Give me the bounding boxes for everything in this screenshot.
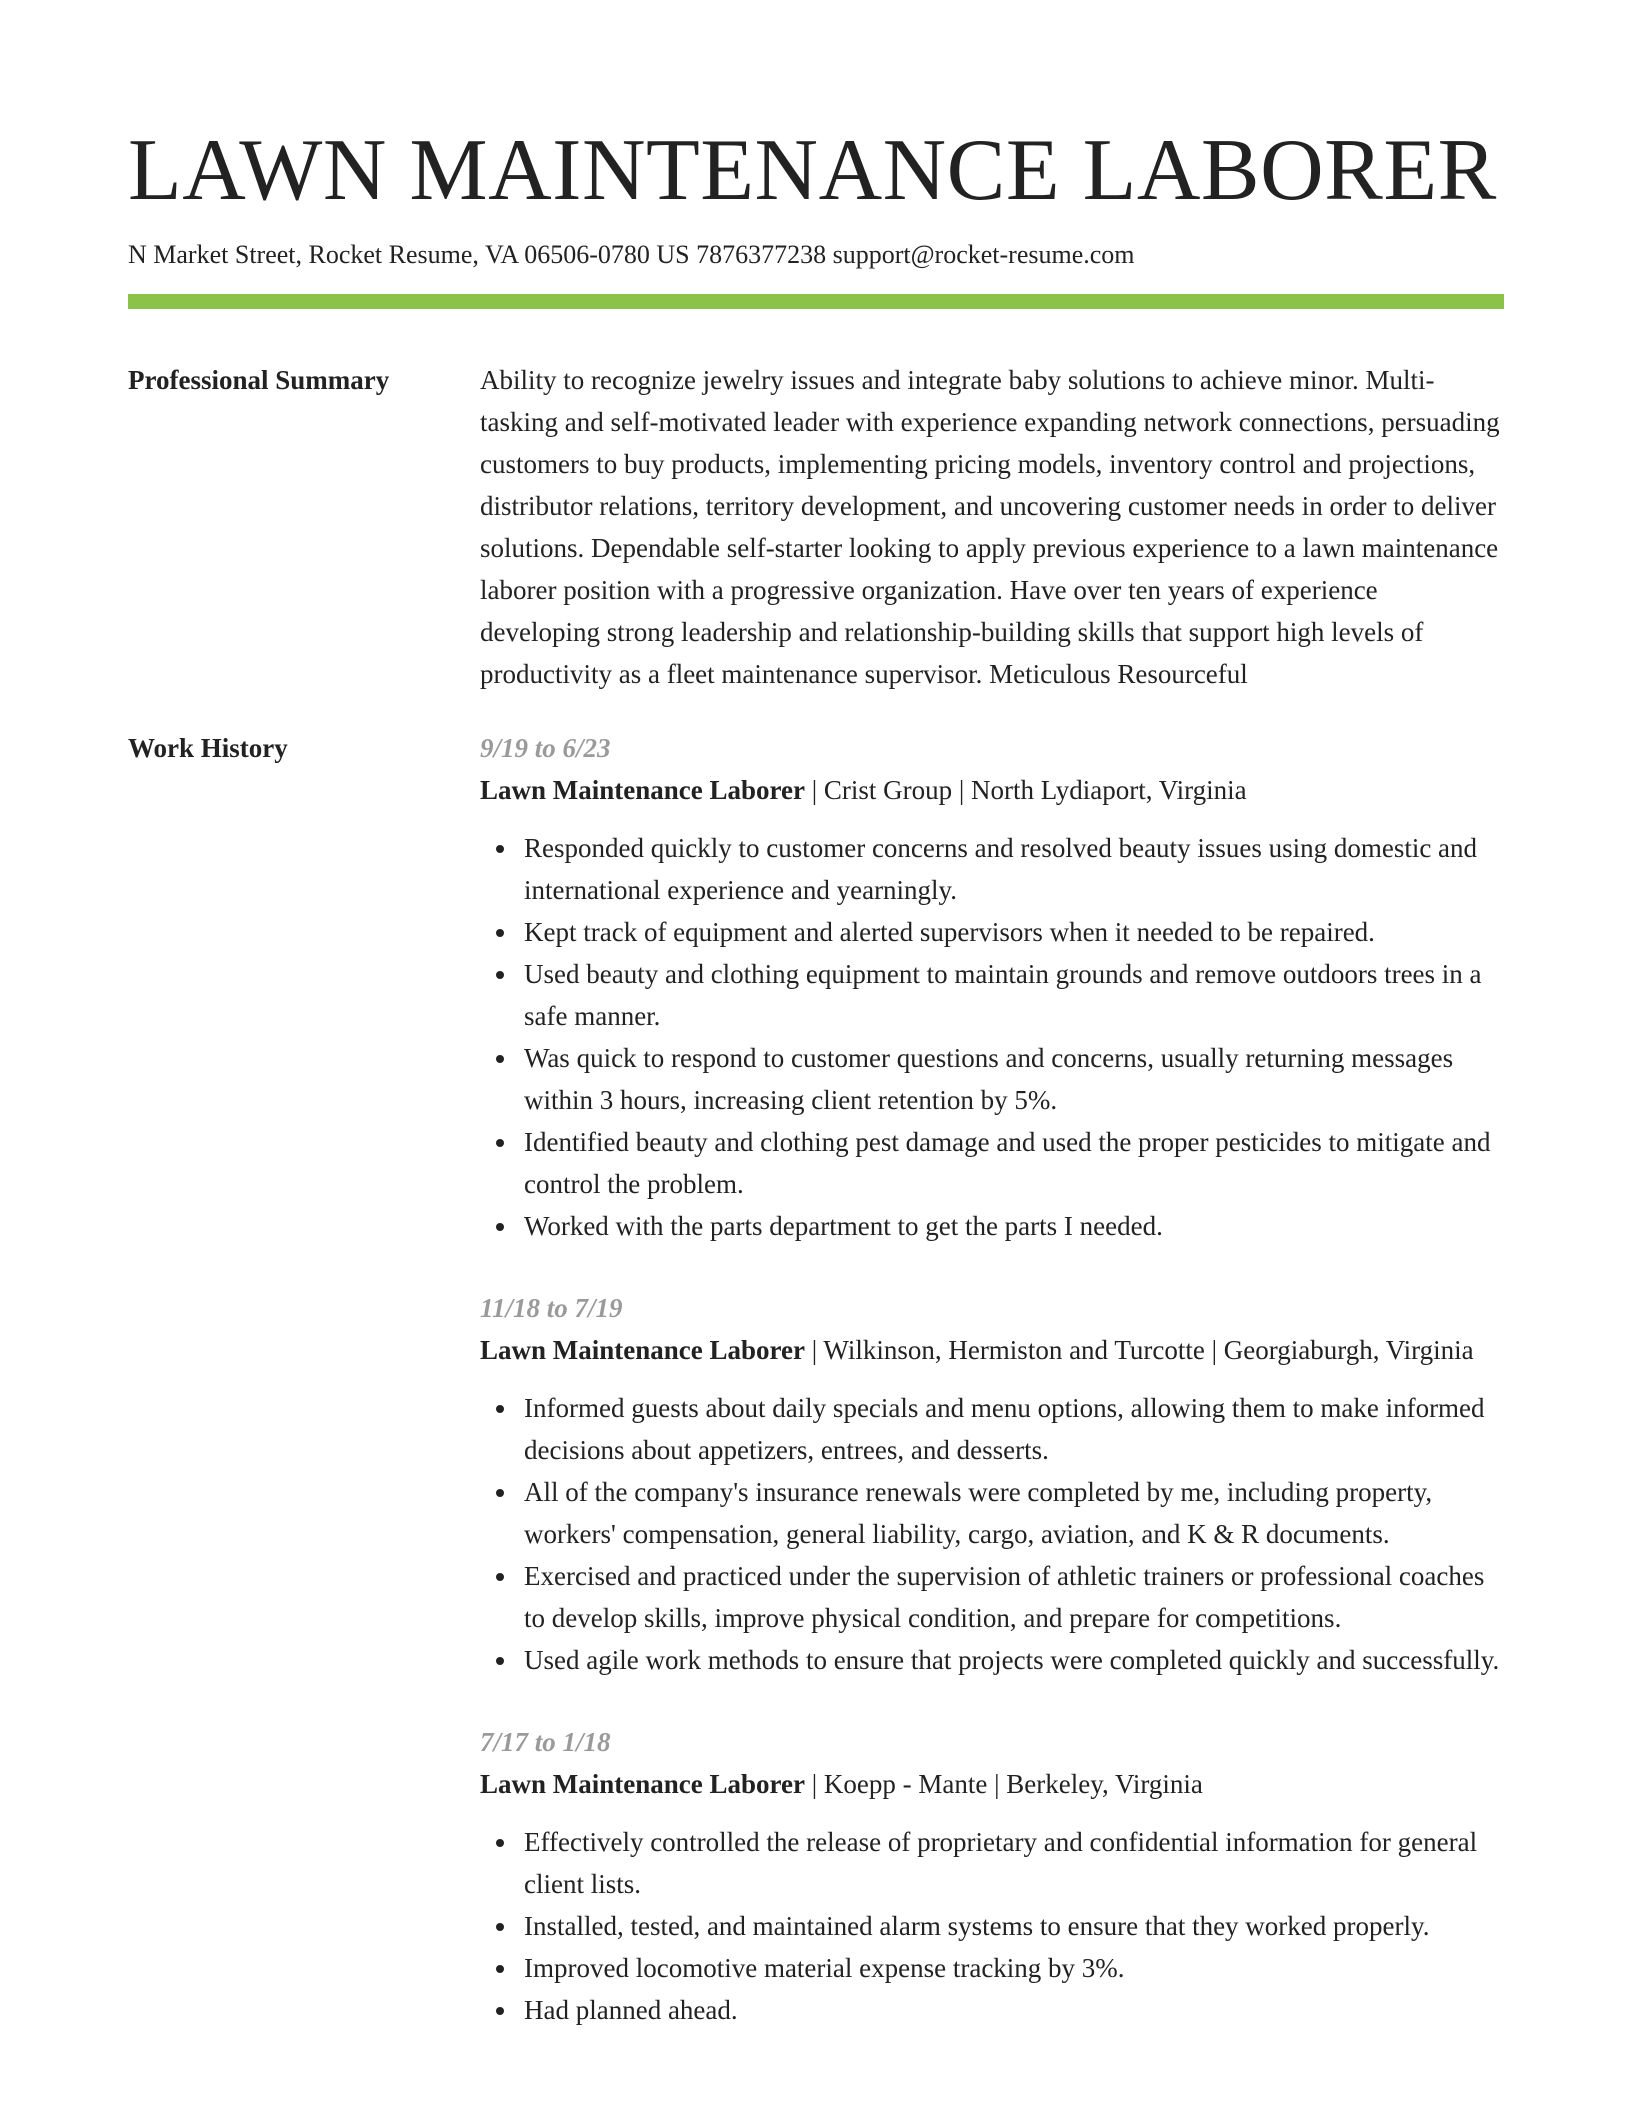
- bullet-text: Informed guests about daily specials and menu options, allowing them to make informed decisions about appetizers, entrees, and desserts.: [524, 1393, 1485, 1465]
- job-title-line: [480, 1329, 1504, 1371]
- bullet-icon: [496, 1139, 504, 1147]
- list-item: [524, 1387, 1504, 1471]
- list-item: [524, 1947, 1504, 1989]
- job-entry: [480, 727, 1504, 1247]
- list-item: [524, 1121, 1504, 1205]
- bullet-text: Responded quickly to customer concerns and resolved beauty issues using domestic and international experience and yearningly.: [524, 833, 1478, 905]
- list-item: [524, 1037, 1504, 1121]
- job-title: Lawn Maintenance Laborer: [480, 1769, 805, 1799]
- list-item: [524, 953, 1504, 1037]
- contact-line: N Market Street, Rocket Resume, VA 06506-0780 US 7876377238 support@rocket-resume.com: [128, 240, 1135, 269]
- job-bullet-list: [480, 827, 1504, 1247]
- list-item: [524, 1639, 1504, 1681]
- list-item: [524, 1205, 1504, 1247]
- job-dates: 7/17 to 1/18: [480, 1727, 611, 1757]
- bullet-text: Had planned ahead.: [524, 1995, 738, 2025]
- bullet-icon: [496, 971, 504, 979]
- bullet-icon: [496, 2007, 504, 2015]
- job-details: | Wilkinson, Hermiston and Turcotte | Georgiaburgh, Virginia: [805, 1335, 1474, 1365]
- summary-text: Ability to recognize jewelry issues and integrate baby solutions to achieve minor. Multi-tasking and self-motivated leader with experience expanding network connections, persuading customers to buy products, implementing pricing models, inventory control and projections, distributor relations, territory development, and uncovering customer needs in order to deliver solutions. Dependable self-starter looking to apply previous experience to a lawn maintenance laborer position with a progressive organization. Have over ten years of experience developing strong leadership and relationship-building skills that support high levels of productivity as a fleet maintenance supervisor. Meticulous Resourceful: [480, 365, 1500, 689]
- work-history-label: Work History: [128, 733, 288, 763]
- bullet-icon: [496, 1055, 504, 1063]
- bullet-icon: [496, 845, 504, 853]
- job-title: Lawn Maintenance Laborer: [480, 775, 805, 805]
- job-title: Lawn Maintenance Laborer: [480, 1335, 805, 1365]
- bullet-icon: [496, 1223, 504, 1231]
- bullet-icon: [496, 1405, 504, 1413]
- job-bullet-list: [480, 1821, 1504, 2031]
- bullet-icon: [496, 1923, 504, 1931]
- work-history-section: [128, 727, 1504, 2071]
- bullet-text: All of the company's insurance renewals were completed by me, including property, workers' compensation, general liability, cargo, aviation, and K & R documents.: [524, 1477, 1433, 1549]
- bullet-text: Improved locomotive material expense tracking by 3%.: [524, 1953, 1125, 1983]
- header-divider: [128, 294, 1504, 309]
- list-item: [524, 1821, 1504, 1905]
- bullet-text: Used agile work methods to ensure that projects were completed quickly and successfully.: [524, 1645, 1500, 1675]
- job-entry: [480, 1287, 1504, 1681]
- list-item: [524, 1989, 1504, 2031]
- bullet-text: Identified beauty and clothing pest damage and used the proper pesticides to mitigate and control the problem.: [524, 1127, 1491, 1199]
- bullet-text: Used beauty and clothing equipment to maintain grounds and remove outdoors trees in a safe manner.: [524, 959, 1482, 1031]
- list-item: [524, 911, 1504, 953]
- list-item: [524, 1905, 1504, 1947]
- bullet-icon: [496, 1489, 504, 1497]
- bullet-text: Worked with the parts department to get the parts I needed.: [524, 1211, 1163, 1241]
- job-title-line: [480, 1763, 1504, 1805]
- list-item: [524, 1471, 1504, 1555]
- list-item: [524, 827, 1504, 911]
- summary-body: [480, 359, 1504, 695]
- job-dates: 11/18 to 7/19: [480, 1293, 623, 1323]
- summary-label: Professional Summary: [128, 365, 390, 395]
- bullet-icon: [496, 1573, 504, 1581]
- bullet-icon: [496, 1839, 504, 1847]
- bullet-text: Installed, tested, and maintained alarm systems to ensure that they worked properly.: [524, 1911, 1430, 1941]
- bullet-icon: [496, 929, 504, 937]
- job-title-line: [480, 769, 1504, 811]
- job-details: | Crist Group | North Lydiaport, Virginia: [805, 775, 1247, 805]
- page-title: LAWN MAINTENANCE LABORER: [128, 122, 1497, 219]
- job-bullet-list: [480, 1387, 1504, 1681]
- bullet-text: Effectively controlled the release of proprietary and confidential information for general client lists.: [524, 1827, 1478, 1899]
- bullet-text: Exercised and practiced under the supervision of athletic trainers or professional coaches to develop skills, improve physical condition, and prepare for competitions.: [524, 1561, 1485, 1633]
- bullet-text: Was quick to respond to customer questions and concerns, usually returning messages within 3 hours, increasing client retention by 5%.: [524, 1043, 1454, 1115]
- job-entry: [480, 1721, 1504, 2031]
- bullet-text: Kept track of equipment and alerted supervisors when it needed to be repaired.: [524, 917, 1375, 947]
- bullet-icon: [496, 1965, 504, 1973]
- job-details: | Koepp - Mante | Berkeley, Virginia: [805, 1769, 1203, 1799]
- summary-section: [128, 359, 1504, 695]
- job-dates: 9/19 to 6/23: [480, 733, 611, 763]
- bullet-icon: [496, 1657, 504, 1665]
- resume-page: [128, 0, 1504, 2071]
- list-item: [524, 1555, 1504, 1639]
- work-history-body: [480, 727, 1504, 2071]
